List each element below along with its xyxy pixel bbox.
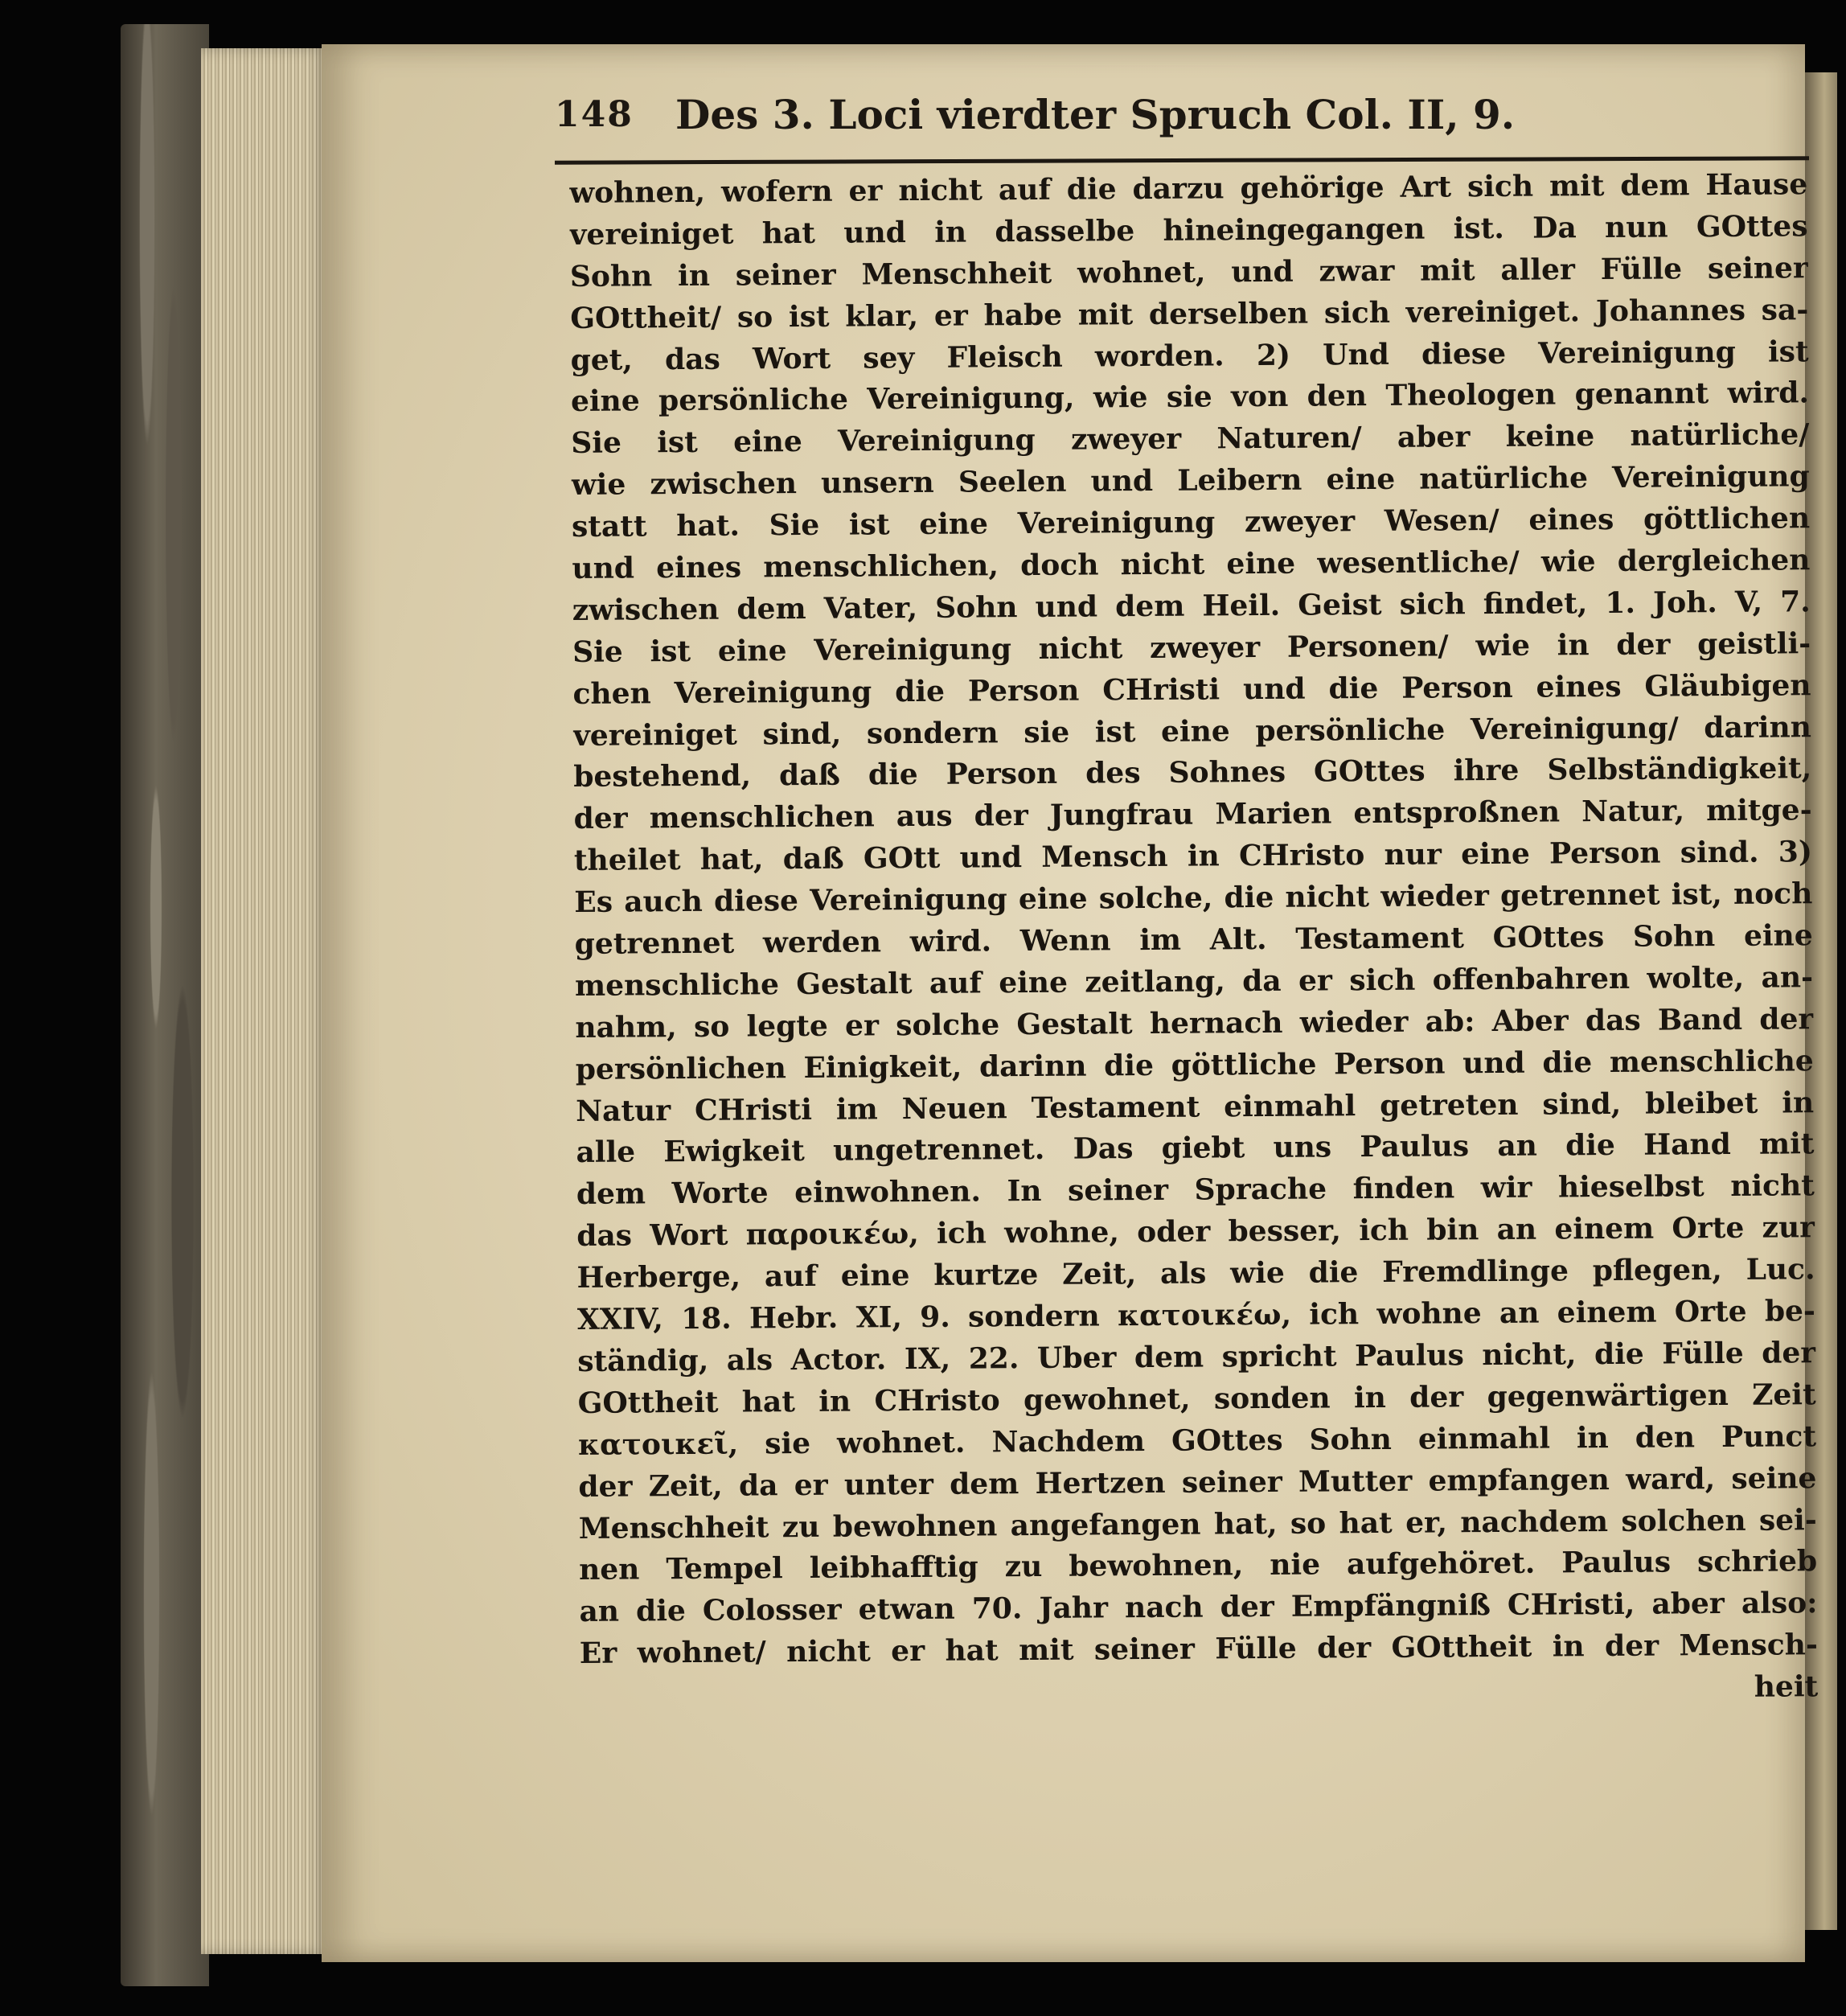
text-line: dem Worte einwohnen. In seiner Sprache finden wir hieselbst nicht xyxy=(576,1168,1815,1212)
text-line: persönlichen Einigkeit, darinn die göttliche Person und die menschliche xyxy=(575,1043,1814,1086)
text-line: nahm, so legte er solche Gestalt hernach wieder ab: Aber das Band der xyxy=(575,1002,1814,1045)
text-line: nen Tempel leibhafftig zu bewohnen, nie aufgehöret. Paulus schrieb xyxy=(578,1544,1818,1587)
text-line: bestehend, daß die Person des Sohnes GOttes ihre Selbständigkeit, xyxy=(573,751,1812,794)
text-line: Es auch diese Vereinigung eine solche, die nicht wieder getrennet ist, noch xyxy=(574,877,1813,920)
text-line: chen Vereinigung die Person CHristi und die Person eines Gläubigen xyxy=(572,667,1811,711)
text-line: getrennet werden wird. Wenn im Alt. Testament GOttes Sohn eine xyxy=(574,918,1813,962)
text-line: wohnen, wofern er nicht auf die darzu gehörige Art sich mit dem Hause xyxy=(569,167,1808,210)
text-line: der Zeit, da er unter dem Hertzen seiner Mutter empfangen ward, seine xyxy=(578,1460,1817,1504)
text-line: Sie ist eine Vereinigung zweyer Naturen/ aber keine natürliche/ xyxy=(571,417,1810,461)
text-line: und eines menschlichen, doch nicht eine wesentliche/ wie dergleichen xyxy=(572,543,1811,586)
catchword: heit xyxy=(1754,1669,1819,1704)
running-head: Des 3. Loci vierdter Spruch Col. II, 9. xyxy=(675,91,1516,138)
text-line: ständig, als Actor. IX, 22. Uber dem spricht Paulus nicht, die Fülle der xyxy=(577,1336,1816,1378)
header-rule xyxy=(555,156,1809,164)
text-line: GOttheit/ so ist klar, er habe mit derselben sich vereiniget. Johannes sa- xyxy=(570,292,1809,335)
text-line: vereiniget hat und in dasselbe hineingegangen ist. Da nun GOttes xyxy=(569,209,1808,252)
text-line: Herberge, auf eine kurtze Zeit, als wie die Fremdlinge pflegen, Luc. xyxy=(576,1252,1815,1295)
text-line: eine persönliche Vereinigung, wie sie von den Theologen genannt wird. xyxy=(570,376,1810,419)
text-line: wie zwischen unsern Seelen und Leibern eine natürliche Vereinigung xyxy=(571,459,1810,503)
text-line: Er wohnet/ nicht er hat mit seiner Fülle der GOttheit in der Mensch- xyxy=(579,1628,1818,1671)
text-line: Sie ist eine Vereinigung nicht zweyer Personen/ wie in der geistli- xyxy=(572,626,1811,669)
text-line: theilet hat, daß GOtt und Mensch in CHristo nur eine Person sind. 3) xyxy=(573,835,1813,878)
marbled-cover-board xyxy=(121,24,209,1986)
text-line: statt hat. Sie ist eine Vereinigung zweyer Wesen/ eines göttlichen xyxy=(571,501,1811,544)
text-line: zwischen dem Vater, Sohn und dem Heil. Geist sich findet, 1. Joh. V, 7. xyxy=(572,585,1811,627)
text-line: Menschheit zu bewohnen angefangen hat, so hat er, nachdem solchen sei- xyxy=(578,1502,1817,1546)
text-line: GOttheit hat in CHristo gewohnet, sonden in der gegenwärtigen Zeit xyxy=(577,1378,1816,1420)
text-line: das Wort παροικέω, ich wohne, oder besser, ich bin an einem Orte zur xyxy=(576,1210,1815,1254)
text-line: alle Ewigkeit ungetrennet. Das giebt uns Paulus an die Hand mit xyxy=(576,1127,1815,1170)
page-edges xyxy=(201,48,330,1954)
book-page xyxy=(322,44,1819,1962)
text-line: get, das Wort sey Fleisch worden. 2) Und diese Vereinigung ist xyxy=(570,334,1809,377)
text-line: vereiniget sind, sondern sie ist eine persönliche Vereinigung/ darinn xyxy=(572,709,1811,753)
text-line: der menschlichen aus der Jungfrau Marien entsproßnen Natur, mitge- xyxy=(573,793,1812,836)
text-line: XXIV, 18. Hebr. XI, 9. sondern κατοικέω, ich wohne an einem Orte be- xyxy=(576,1294,1816,1337)
text-line: menschliche Gestalt auf eine zeitlang, da er sich offenbahren wolte, an- xyxy=(574,960,1814,1003)
text-line: an die Colosser etwan 70. Jahr nach der Empfängniß CHristi, aber also: xyxy=(579,1586,1818,1629)
page-number: 148 xyxy=(555,94,634,135)
body-text xyxy=(569,164,1818,1717)
page-header xyxy=(555,91,1801,150)
text-line: κατοικεῖ, sie wohnet. Nachdem GOttes Sohn einmahl in den Punct xyxy=(577,1419,1817,1462)
text-line: Natur CHristi im Neuen Testament einmahl getreten sind, bleibet in xyxy=(575,1085,1815,1128)
text-line: Sohn in seiner Menschheit wohnet, und zwar mit aller Fülle seiner xyxy=(569,251,1809,294)
